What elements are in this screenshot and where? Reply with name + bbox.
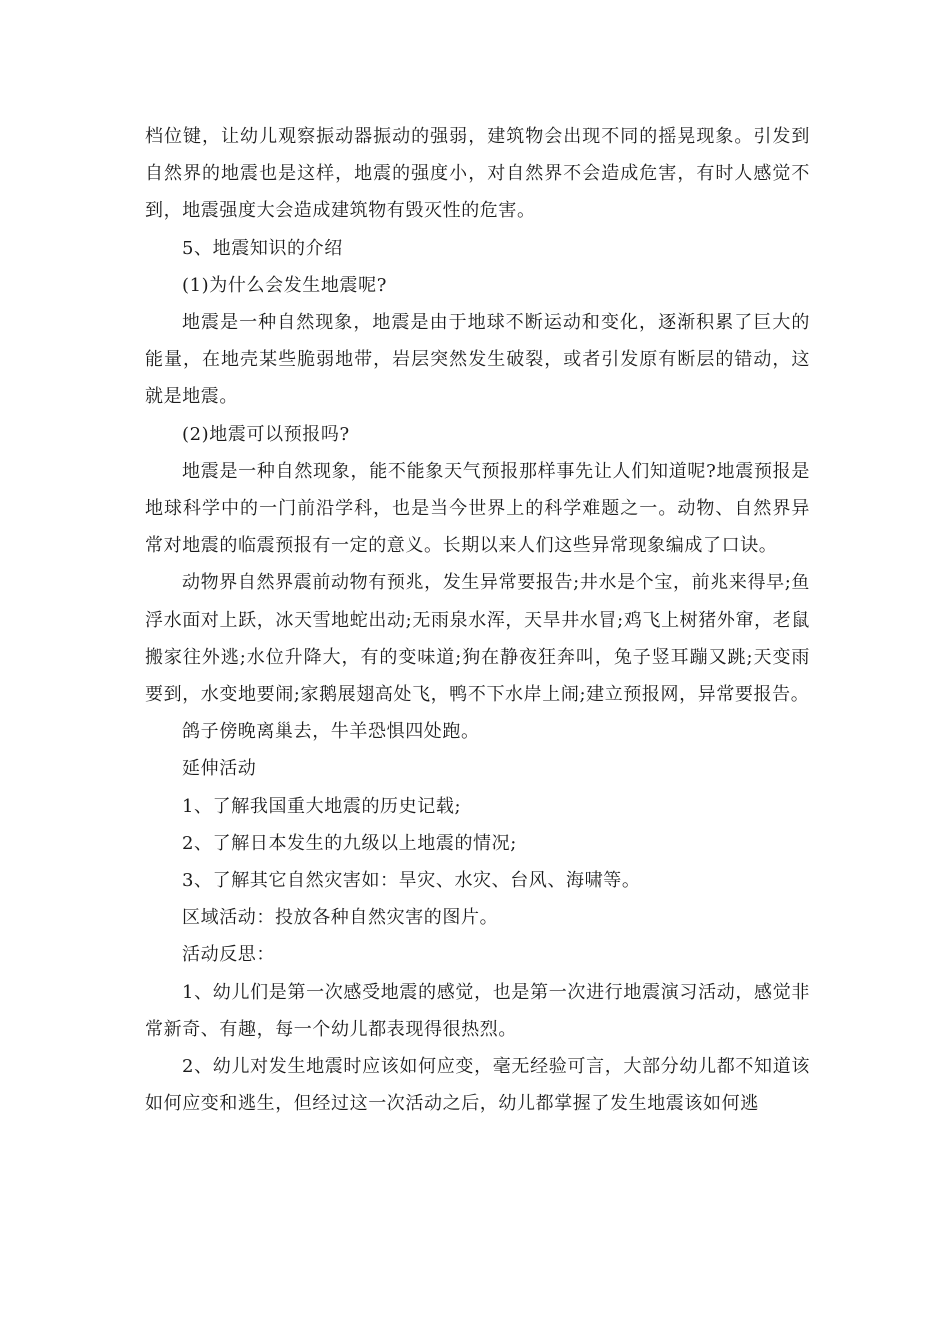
list-item: 1、了解我国重大地震的历史记载; bbox=[182, 795, 462, 817]
list-item: 1、幼儿们是第一次感受地震的感觉，也是第一次进行地震演习活动，感觉非常新奇、有趣，每一个幼儿都表现得很热烈。 bbox=[145, 981, 810, 1040]
paragraph: 档位键，让幼儿观察振动器振动的强弱，建筑物会出现不同的摇晃现象。引发到自然界的地震也是这样，地震的强度小，对自然界不会造成危害，有时人感觉不到，地震强度大会造成建筑物有毁灭性的危害。 bbox=[145, 126, 810, 222]
list-item: 3、了解其它自然灾害如：旱灾、水灾、台风、海啸等。 bbox=[182, 870, 641, 892]
document-page bbox=[145, 118, 810, 1122]
paragraph: 鸽子傍晚离巢去，牛羊恐惧四处跑。 bbox=[182, 721, 480, 743]
paragraph: 动物界自然界震前动物有预兆，发生异常要报告;井水是个宝，前兆来得早;鱼浮水面对上跃，冰天雪地蛇出动;无雨泉水浑，天旱井水冒;鸡飞上树猪外窜，老鼠搬家往外逃;水位升降大，有的变味道;狗在静夜狂奔叫，兔子竖耳蹦又跳;天变雨要到，水变地要闹;家鹅展翅高处飞，鸭不下水岸上闹;建立预报网，异常要报告。 bbox=[145, 572, 811, 706]
paragraph: 地震是一种自然现象，地震是由于地球不断运动和变化，逐渐积累了巨大的能量，在地壳某些脆弱地带，岩层突然发生破裂，或者引发原有断层的错动，这就是地震。 bbox=[145, 312, 810, 408]
section-heading: 5、地震知识的介绍 bbox=[182, 237, 343, 259]
list-item: 2、幼儿对发生地震时应该如何应变，毫无经验可言，大部分幼儿都不知道该如何应变和逃生，但经过这一次活动之后，幼儿都掌握了发生地震该如何逃 bbox=[145, 1056, 810, 1115]
question-heading: (2)地震可以预报吗? bbox=[182, 423, 350, 445]
section-heading: 活动反思： bbox=[182, 944, 275, 966]
paragraph: 地震是一种自然现象，能不能象天气预报那样事先让人们知道呢?地震预报是地球科学中的一门前沿学科，也是当今世界上的科学难题之一。动物、自然界异常对地震的临震预报有一定的意义。长期以来人们这些异常现象编成了口诀。 bbox=[145, 460, 810, 557]
section-heading: 延伸活动 bbox=[182, 758, 257, 780]
paragraph: 区域活动：投放各种自然灾害的图片。 bbox=[182, 907, 499, 929]
list-item: 2、了解日本发生的九级以上地震的情况; bbox=[182, 832, 517, 854]
question-heading: (1)为什么会发生地震呢? bbox=[182, 274, 387, 296]
